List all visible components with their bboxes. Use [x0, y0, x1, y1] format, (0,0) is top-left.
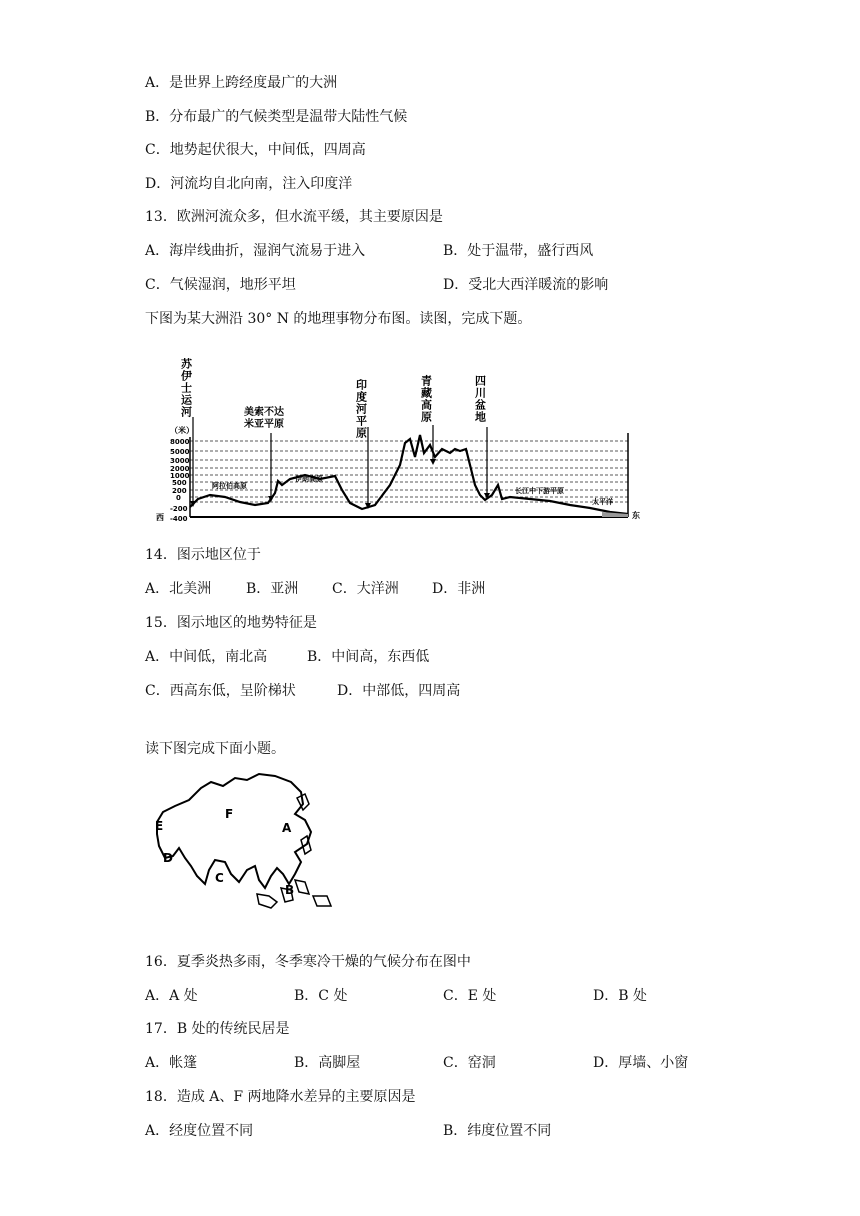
q17-option-b: B．高脚屋: [294, 1055, 361, 1071]
map-label-c: C: [215, 871, 224, 885]
q14-stem: 14．图示地区位于: [145, 547, 261, 563]
q12-option-b: B．分布最广的气候类型是温带大陆性气候: [145, 109, 408, 125]
q13-option-c: C．气候湿润，地形平坦: [145, 277, 296, 293]
intro-map: 读下图完成下面小题。: [145, 741, 285, 757]
q12-option-a: A．是世界上跨经度最广的大洲: [145, 75, 338, 91]
q16-option-c: C．E 处: [443, 988, 497, 1004]
label-suez-canal: 苏伊士运河: [179, 358, 193, 418]
q18-option-a: A．经度位置不同: [145, 1123, 254, 1139]
q14-option-a: A．北美洲: [145, 581, 212, 597]
tick-label: 8000: [170, 438, 190, 446]
q17-option-d: D．厚墙、小窗: [593, 1055, 689, 1071]
q16-option-d: D．B 处: [593, 988, 647, 1004]
y-axis-unit: （米）: [170, 426, 194, 435]
q15-option-d: D．中部低，四周高: [337, 683, 461, 699]
q13-option-b: B．处于温带，盛行西风: [443, 243, 594, 259]
asia-outline-map: [145, 770, 345, 920]
q15-option-b: B．中间高，东西低: [307, 649, 430, 665]
q18-option-b: B．纬度位置不同: [443, 1123, 552, 1139]
label-iranian-plateau: 伊朗高原: [295, 475, 323, 483]
label-mesopotamia: 美索不达: [244, 407, 284, 418]
tick-label: 5000: [170, 448, 190, 456]
label-pacific: 太平洋: [592, 498, 613, 506]
q13-stem: 13．欧洲河流众多，但水流平缓，其主要原因是: [145, 209, 443, 225]
intro-profile: 下图为某大洲沿 30° N 的地理事物分布图。读图，完成下题。: [145, 311, 532, 327]
tick-label: 200: [172, 487, 187, 495]
tick-label: 1000: [170, 472, 190, 480]
q12-option-d: D．河流均自北向南，注入印度洋: [145, 176, 353, 192]
q15-option-a: A．中间低，南北高: [145, 649, 268, 665]
q15-option-c: C．西高东低，呈阶梯状: [145, 683, 296, 699]
svg-text:米亚平原: 米亚平原: [244, 419, 284, 430]
q14-option-d: D．非洲: [432, 581, 486, 597]
east-label: 东: [632, 511, 640, 520]
q13-option-a: A．海岸线曲折，湿润气流易于进入: [145, 243, 366, 259]
map-label-f: F: [225, 807, 234, 821]
terrain-profile-figure: [150, 345, 645, 525]
west-label: 西: [156, 513, 164, 522]
q14-option-b: B．亚洲: [246, 581, 299, 597]
q16-stem: 16．夏季炎热多雨，冬季寒冷干燥的气候分布在图中: [145, 954, 471, 970]
q15-stem: 15．图示地区的地势特征是: [145, 615, 317, 631]
q17-option-c: C．窑洞: [443, 1055, 496, 1071]
q18-stem: 18．造成 A、F 两地降水差异的主要原因是: [145, 1089, 416, 1105]
map-label-b: B: [285, 883, 295, 897]
label-arabian-plateau: 阿拉伯高原: [212, 482, 247, 490]
map-label-d: D: [163, 851, 173, 865]
q16-option-a: A．A 处: [145, 988, 198, 1004]
tick-label: 0: [176, 494, 181, 502]
q14-option-c: C．大洋洲: [332, 581, 399, 597]
q17-stem: 17．B 处的传统民居是: [145, 1021, 290, 1037]
label-sichuan-basin: 四川盆地: [473, 375, 487, 423]
q16-option-b: B．C 处: [294, 988, 348, 1004]
tick-label: 3000: [170, 457, 190, 465]
label-yangtze-plain: 长江中下游平原: [515, 487, 564, 495]
tick-label: -400: [170, 515, 188, 523]
label-tibet-plateau: 青藏高原: [419, 375, 433, 423]
map-label-e: E: [155, 819, 164, 833]
tick-label: 2000: [170, 465, 190, 473]
q12-option-c: C．地势起伏很大，中间低，四周高: [145, 142, 366, 158]
q13-option-d: D．受北大西洋暖流的影响: [443, 277, 609, 293]
tick-label: 500: [172, 479, 187, 487]
tick-label: -200: [170, 505, 188, 513]
map-label-a: A: [282, 821, 292, 835]
q17-option-a: A．帐篷: [145, 1055, 198, 1071]
label-indus-plain: 印度河平原: [354, 379, 368, 439]
